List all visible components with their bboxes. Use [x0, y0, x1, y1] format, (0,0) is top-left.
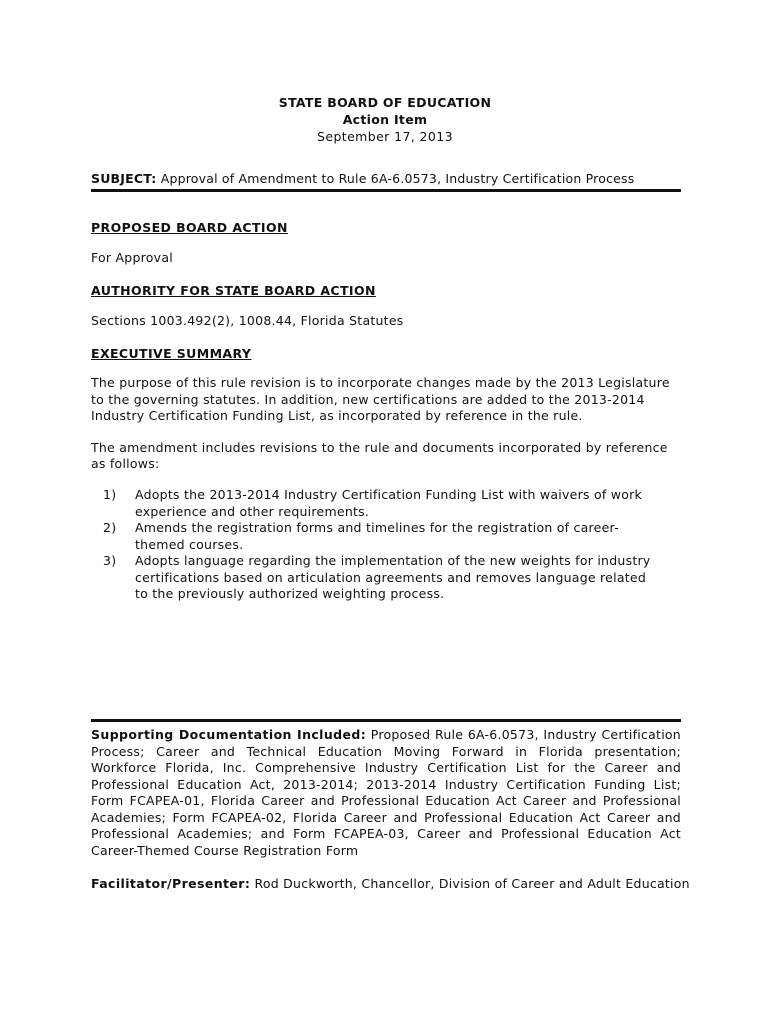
amendment-list	[103, 487, 663, 603]
executive-summary-para1: The purpose of this rule revision is to incorporate changes made by the 2013 Legislature to the governing statutes. In addition, new certifications are added to the 2013-2014 Industry Certification Funding List, as incorporated by reference in the rule.	[91, 375, 670, 423]
supporting-text: Proposed Rule 6A-6.0573, Industry Certification Process; Career and Technical Education Moving Forward in Florida presentation; Workforce Florida, Inc. Comprehensive Industry Certification List for the Career and Professional Education Act, 2013-2014; 2013-2014 Industry Certification Funding List; Form FCAPEA-01, Florida Career and Professional Education Act Career and Professional Academies; Form FCAPEA-02, Florida Career and Professional Education Act Career and Professional Academies; and Form FCAPEA-03, Career and Professional Education Act Career-Themed Course Registration Form	[91, 727, 681, 858]
header-title: STATE BOARD OF EDUCATION	[278, 95, 492, 110]
authority-section	[91, 283, 681, 330]
executive-summary-para2: The amendment includes revisions to the rule and documents incorporated by reference as follows:	[91, 439, 668, 471]
list-item-text: Amends the registration forms and timelines for the registration of career-themed courses.	[135, 520, 619, 552]
subject-line	[91, 171, 681, 186]
facilitator-label: Facilitator/Presenter:	[91, 876, 251, 891]
supporting-divider	[91, 719, 681, 722]
authority-heading: AUTHORITY FOR STATE BOARD ACTION	[91, 283, 376, 298]
header-date: September 17, 2013	[317, 129, 453, 144]
list-item-number: 1)	[103, 487, 117, 502]
list-item-text: Adopts language regarding the implementation of the new weights for industry certifications based on articulation agreements and removes language related to the previously authorized weighting process.	[135, 553, 651, 601]
list-item	[103, 520, 663, 553]
list-item	[103, 553, 663, 603]
list-item-number: 3)	[103, 553, 117, 568]
proposed-action-heading: PROPOSED BOARD ACTION	[91, 220, 288, 235]
supporting-documentation	[91, 727, 681, 859]
subject-label: SUBJECT:	[91, 171, 157, 186]
header-subtitle: Action Item	[342, 112, 428, 127]
proposed-action-text: For Approval	[91, 250, 173, 265]
executive-summary-section	[91, 346, 681, 473]
list-item	[103, 487, 663, 520]
facilitator-line	[91, 876, 690, 893]
authority-text: Sections 1003.492(2), 1008.44, Florida Statutes	[91, 313, 404, 328]
executive-summary-heading: EXECUTIVE SUMMARY	[91, 346, 252, 361]
list-item-text: Adopts the 2013-2014 Industry Certification Funding List with waivers of work experience and other requirements.	[135, 487, 642, 519]
supporting-label: Supporting Documentation Included:	[91, 727, 367, 742]
list-item-number: 2)	[103, 520, 117, 535]
subject-text: Approval of Amendment to Rule 6A-6.0573, Industry Certification Process	[160, 171, 635, 186]
facilitator-text: Rod Duckworth, Chancellor, Division of Career and Adult Education	[254, 876, 690, 891]
subject-divider	[91, 189, 681, 192]
document-header	[0, 94, 770, 145]
proposed-action-section	[91, 220, 681, 267]
